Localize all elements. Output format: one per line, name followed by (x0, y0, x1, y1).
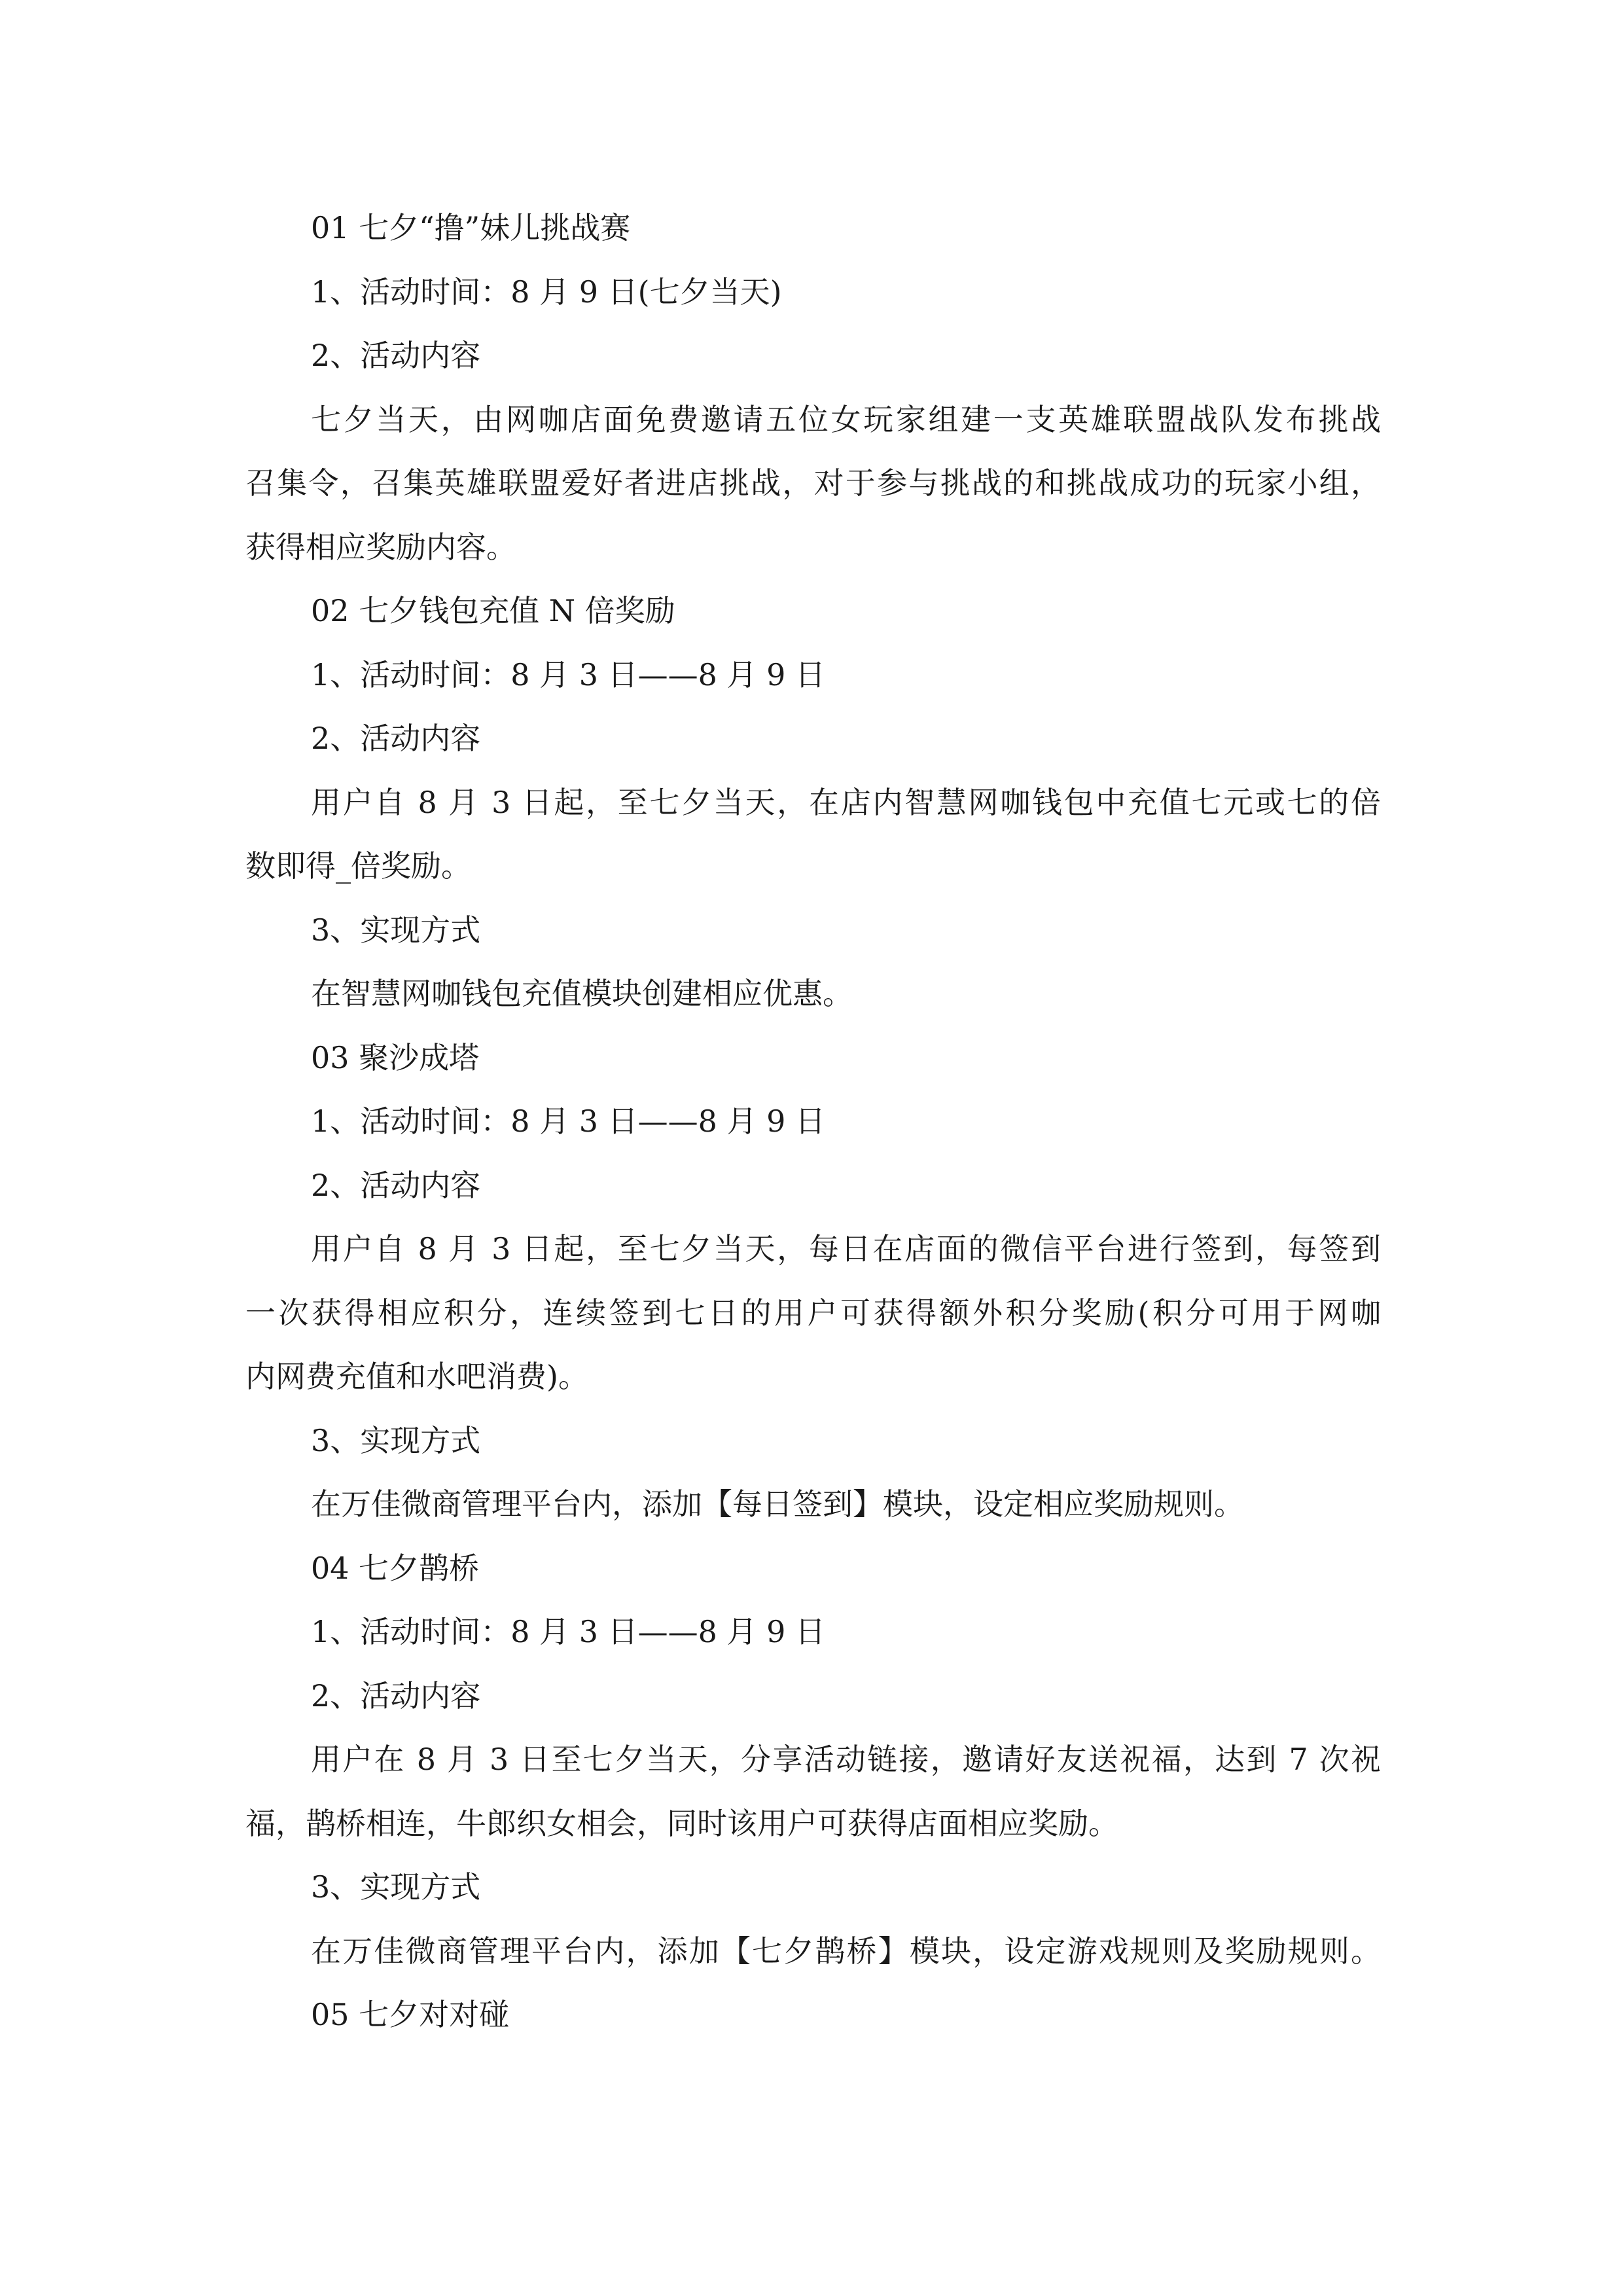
text-line: 1、活动时间：8 月 3 日——8 月 9 日 (311, 1103, 826, 1139)
text-line: 2、活动内容 (311, 721, 481, 756)
text-line: 2、活动内容 (311, 1167, 481, 1203)
text-line: 01 七夕“撸”妹儿挑战赛 (311, 210, 631, 245)
text-line: 用户自 8 月 3 日起，至七夕当天，在店内智慧网咖钱包中充值七元或七的倍 (311, 784, 1381, 820)
text-line: 一次获得相应积分，连续签到七日的用户可获得额外积分奖励(积分可用于网咖 (245, 1295, 1381, 1331)
text-line: 3、实现方式 (311, 912, 481, 948)
text-line: 数即得_倍奖励。 (245, 848, 471, 884)
text-line: 1、活动时间：8 月 3 日——8 月 9 日 (311, 1614, 826, 1649)
text-line: 召集令，召集英雄联盟爱好者进店挑战，对于参与挑战的和挑战成功的玩家小组， (245, 465, 1381, 501)
text-line: 2、活动内容 (311, 338, 481, 373)
text-line: 3、实现方式 (311, 1869, 481, 1905)
text-line: 在智慧网咖钱包充值模块创建相应优惠。 (311, 976, 853, 1011)
text-line: 03 聚沙成塔 (311, 1039, 480, 1075)
text-line: 在万佳微商管理平台内，添加【每日签到】模块，设定相应奖励规则。 (311, 1486, 1244, 1522)
text-line: 3、实现方式 (311, 1422, 481, 1458)
document-body (245, 196, 1381, 2047)
text-line: 用户在 8 月 3 日至七夕当天，分享活动链接，邀请好友送祝福，达到 7 次祝 (311, 1742, 1381, 1777)
text-line: 内网费充值和水吧消费)。 (245, 1359, 588, 1394)
text-line: 获得相应奖励内容。 (245, 529, 516, 565)
text-line: 05 七夕对对碰 (311, 1997, 510, 2032)
text-line: 1、活动时间：8 月 3 日——8 月 9 日 (311, 656, 826, 692)
text-line: 04 七夕鹊桥 (311, 1550, 480, 1586)
text-line: 02 七夕钱包充值 N 倍奖励 (311, 593, 675, 628)
text-line: 2、活动内容 (311, 1677, 481, 1713)
text-line: 在万佳微商管理平台内，添加【七夕鹊桥】模块，设定游戏规则及奖励规则。 (311, 1933, 1381, 1969)
text-line: 七夕当天，由网咖店面免费邀请五位女玩家组建一支英雄联盟战队发布挑战 (311, 401, 1381, 437)
text-line: 福，鹊桥相连，牛郎织女相会，同时该用户可获得店面相应奖励。 (245, 1805, 1118, 1841)
text-line: 用户自 8 月 3 日起，至七夕当天，每日在店面的微信平台进行签到，每签到 (311, 1231, 1381, 1266)
text-line: 1、活动时间：8 月 9 日(七夕当天) (311, 274, 782, 310)
